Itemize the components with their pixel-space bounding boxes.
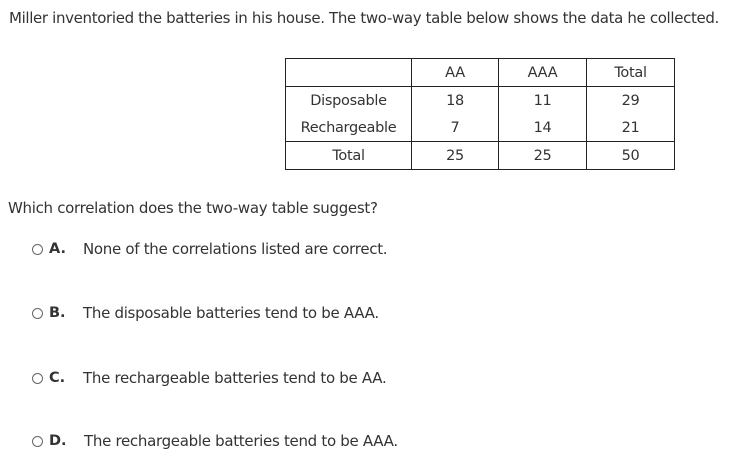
table-row-rechargeable xyxy=(286,114,675,142)
option-text: The rechargeable batteries tend to be AA. xyxy=(83,369,387,387)
table-row-total xyxy=(286,142,675,170)
row-label: Disposable xyxy=(286,87,412,115)
table-cell: 14 xyxy=(499,114,587,142)
header-cell-empty xyxy=(286,59,412,87)
answer-option-c[interactable] xyxy=(32,367,386,389)
radio-button-icon[interactable] xyxy=(32,308,43,319)
table-cell: 29 xyxy=(587,87,675,115)
table-cell: 25 xyxy=(412,142,499,170)
header-cell-aaa: AAA xyxy=(499,59,587,87)
question-text: Which correlation does the two-way table suggest? xyxy=(8,199,378,217)
table-cell: 7 xyxy=(412,114,499,142)
option-letter: B. xyxy=(49,305,66,321)
row-label: Total xyxy=(286,142,412,170)
radio-button-icon[interactable] xyxy=(32,436,43,447)
header-cell-aa: AA xyxy=(412,59,499,87)
table-cell: 18 xyxy=(412,87,499,115)
option-text: The disposable batteries tend to be AAA. xyxy=(83,304,379,322)
option-letter: C. xyxy=(49,370,66,386)
two-way-table xyxy=(285,58,675,170)
table-cell: 50 xyxy=(587,142,675,170)
table-cell: 25 xyxy=(499,142,587,170)
option-text: The rechargeable batteries tend to be AAA. xyxy=(84,432,398,450)
header-cell-total: Total xyxy=(587,59,675,87)
table-cell: 21 xyxy=(587,114,675,142)
answer-option-b[interactable] xyxy=(32,302,379,324)
option-letter: A. xyxy=(49,241,66,257)
answer-option-d[interactable] xyxy=(32,430,398,452)
option-letter: D. xyxy=(49,433,67,449)
answer-option-a[interactable] xyxy=(32,238,387,260)
table-cell: 11 xyxy=(499,87,587,115)
option-text: None of the correlations listed are correct. xyxy=(83,240,388,258)
table-header-row xyxy=(286,59,675,87)
radio-button-icon[interactable] xyxy=(32,373,43,384)
table-row-disposable xyxy=(286,87,675,115)
row-label: Rechargeable xyxy=(286,114,412,142)
radio-button-icon[interactable] xyxy=(32,244,43,255)
intro-text: Miller inventoried the batteries in his house. The two-way table below shows the data he collected. xyxy=(9,9,719,27)
